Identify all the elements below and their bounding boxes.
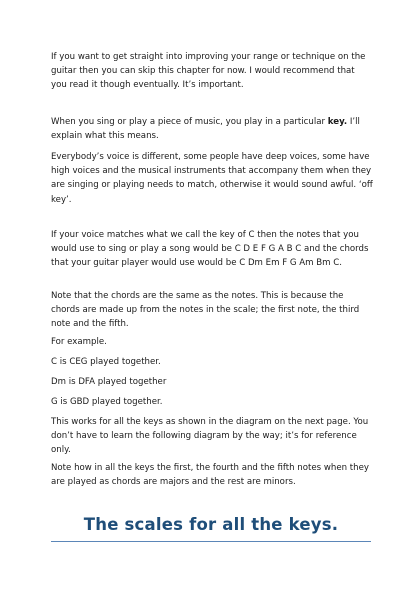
example-dm-chord: Dm is DFA played together — [51, 377, 167, 387]
paragraph-intro: If you want to get straight into improving your range or technique on the guitar then you can skip this chapter for now. I would recommend that you read it though eventually. It’s important. — [51, 52, 366, 91]
paragraph-voices: Everybody’s voice is different, some people have deep voices, some have high voices and the musical instruments that accompany them when they are singing or playing needs to match, otherwise it would sound awful. ‘off key’. — [51, 152, 373, 205]
paragraph-majors-minors: Note how in all the keys the first, the fourth and the fifth notes when they are played as chords are majors and the rest are minors. — [51, 463, 369, 488]
paragraph-chords-note: Note that the chords are the same as the notes. This is because the chords are made up from the notes in the scale; the first note, the third note and the fifth. — [51, 291, 360, 330]
section-heading: The scales for all the keys. — [83, 515, 339, 534]
heading-underline — [51, 541, 371, 542]
paragraph-key-of-c: If your voice matches what we call the key of C then the notes that you would use to sing or play a song would be C D E F G A B C and the chords that your guitar player would use would be C Dm Em F G Am Bm C. — [51, 230, 369, 269]
paragraph-key-text: When you sing or play a piece of music, you play in a particular — [51, 117, 328, 127]
paragraph-for-example: For example. — [51, 337, 107, 347]
example-c-chord: C is CEG played together. — [51, 357, 161, 367]
key-term: key. — [327, 117, 348, 127]
paragraph-key — [51, 115, 373, 143]
paragraph-key-text-end: I’ll explain what this means. — [51, 117, 360, 142]
example-g-chord: G is GBD played together. — [51, 397, 163, 407]
paragraph-all-keys: This works for all the keys as shown in the diagram on the next page. You don’t have to learn the following diagram by the way; it’s for reference only. — [51, 417, 369, 456]
